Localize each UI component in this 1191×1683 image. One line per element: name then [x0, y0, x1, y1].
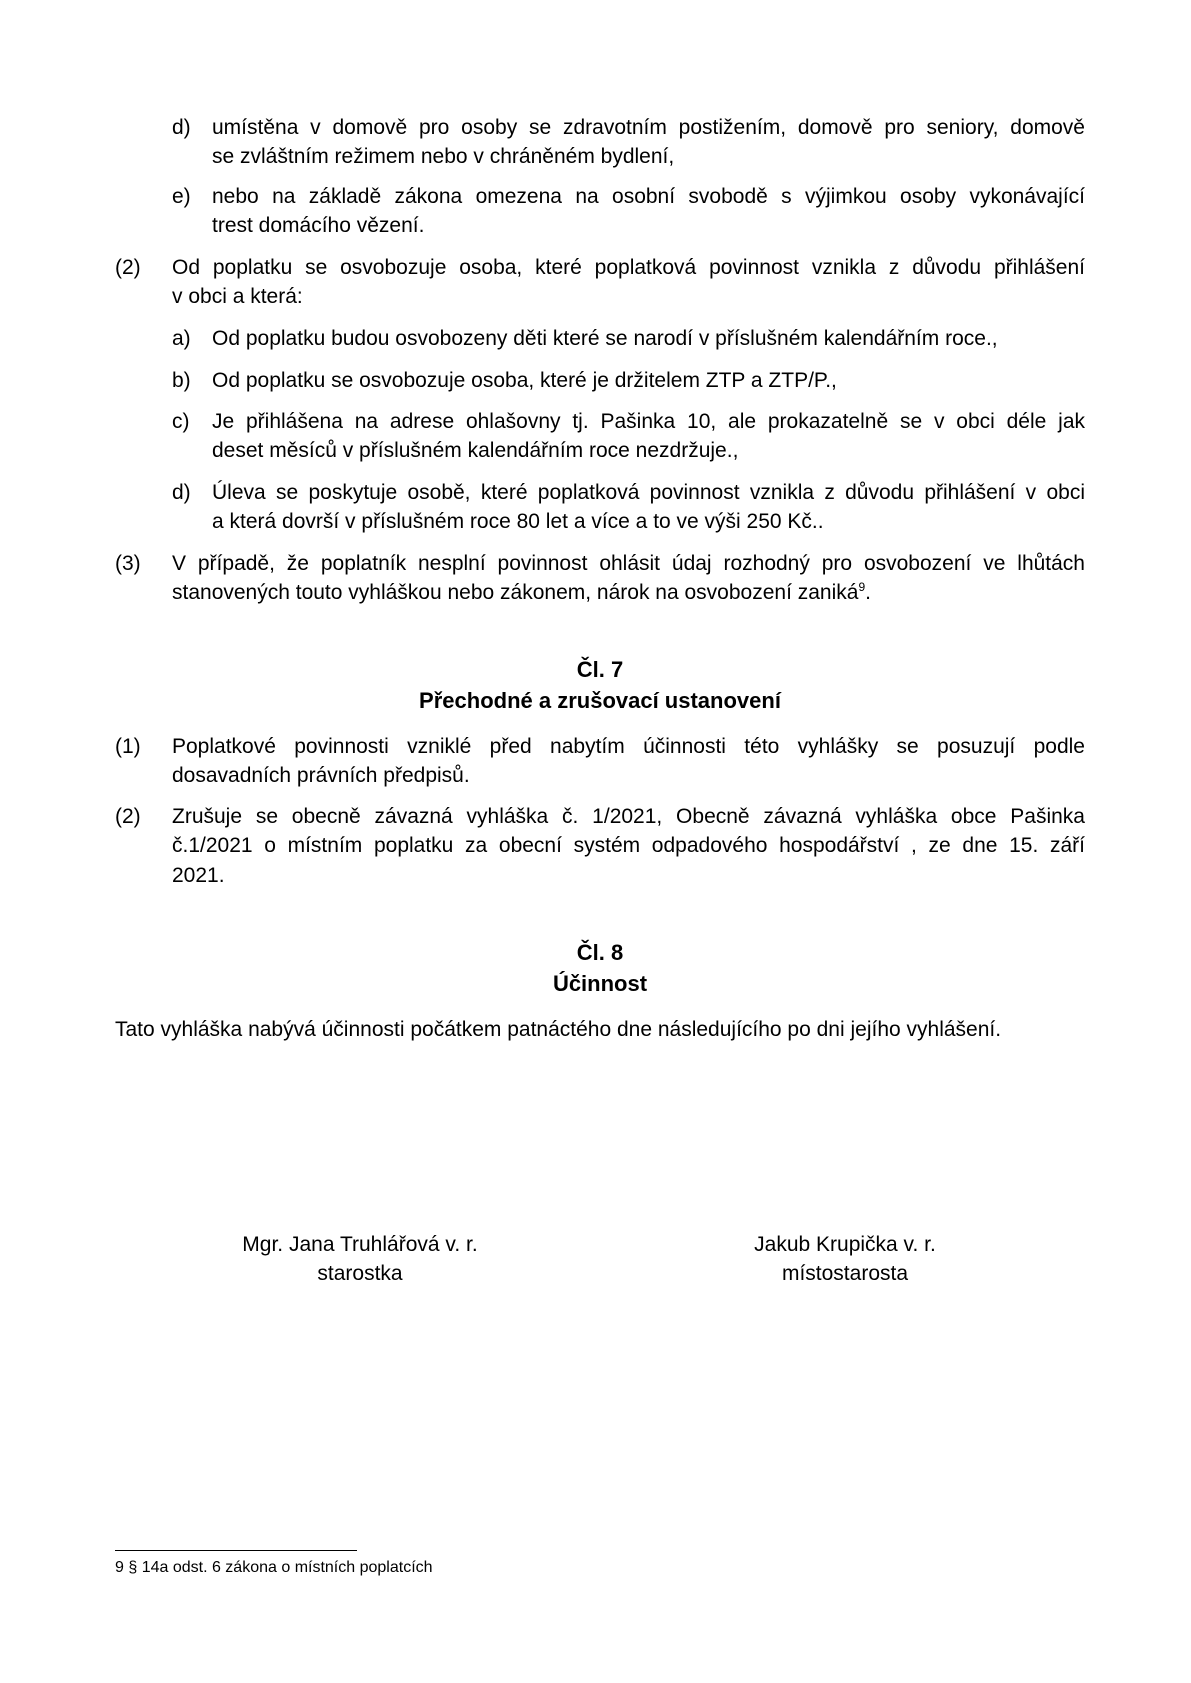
article8-title: Účinnost — [552, 971, 648, 996]
para3-line2-text: stanovených touto vyhláškou nebo zákonem, nárok na osvobození zaniká — [172, 581, 859, 604]
footnote-separator — [115, 1550, 357, 1551]
item-d2-line1: Úleva se poskytuje osobě, které poplatková povinnost vznikla z důvodu přihlášení v obci — [212, 481, 1085, 504]
article7-number: Čl. 7 — [576, 657, 624, 682]
item-d-line2: se zvláštním režimem nebo v chráněném bydlení, — [212, 145, 675, 168]
para-label-2: (2) — [115, 256, 141, 279]
para3-line1: V případě, že poplatník nesplní povinnost ohlásit údaj rozhodný pro osvobození ve lhůtách — [172, 552, 1085, 575]
art7-p1-line1: Poplatkové povinnosti vzniklé před nabytím účinnosti této vyhlášky se posuzují podle — [172, 735, 1085, 758]
para3-line2 — [172, 581, 871, 605]
footnote-text: 9 § 14a odst. 6 zákona o místních poplatcích — [115, 1559, 433, 1576]
item-label-b: b) — [172, 369, 191, 392]
item-d-line1: umístěna v domově pro osoby se zdravotním postižením, domově pro seniory, domově — [212, 116, 1085, 139]
item-label-d: d) — [172, 116, 191, 139]
item-e-line1: nebo na základě zákona omezena na osobní svobodě s výjimkou osoby vykonávající — [212, 185, 1085, 208]
art7-p2-line2: č.1/2021 o místním poplatku za obecní systém odpadového hospodářství , ze dne 15. září — [172, 834, 1085, 857]
item-e-line2: trest domácího vězení. — [212, 214, 425, 237]
para2-line1: Od poplatku se osvobozuje osoba, které poplatková povinnost vznikla z důvodu přihlášení — [172, 256, 1085, 279]
para2-line2: v obci a která: — [172, 285, 303, 308]
signature-name-1: Mgr. Jana Truhlářová v. r. — [242, 1233, 478, 1256]
item-label-d2: d) — [172, 481, 191, 504]
item-label-e: e) — [172, 185, 191, 208]
signature-name-2: Jakub Krupička v. r. — [754, 1233, 936, 1256]
item-d2-line2: a která dovrší v příslušném roce 80 let a více a to ve výši 250 Kč.. — [212, 510, 824, 533]
article8-number: Čl. 8 — [576, 940, 624, 965]
para3-line2-end: . — [865, 581, 871, 604]
para-label-3: (3) — [115, 552, 141, 575]
item-c-line1: Je přihlášena na adrese ohlašovny tj. Pašinka 10, ale prokazatelně se v obci déle jak — [212, 410, 1085, 433]
article8-text: Tato vyhláška nabývá účinnosti počátkem patnáctého dne následujícího po dni jejího vyhlášení. — [115, 1018, 1002, 1041]
item-label-c: c) — [172, 410, 190, 433]
footnote-ref: 9 — [858, 580, 866, 594]
art7-p1-line2: dosavadních právních předpisů. — [172, 764, 470, 787]
art7-label-2: (2) — [115, 805, 141, 828]
item-b-line1: Od poplatku se osvobozuje osoba, které je držitelem ZTP a ZTP/P., — [212, 369, 837, 392]
item-a-line1: Od poplatku budou osvobozeny děti které se narodí v příslušném kalendářním roce., — [212, 327, 998, 350]
article7-title: Přechodné a zrušovací ustanovení — [419, 688, 781, 713]
signature-role-2: místostarosta — [781, 1262, 909, 1285]
art7-label-1: (1) — [115, 735, 141, 758]
art7-p2-line3: 2021. — [172, 864, 225, 887]
art7-p2-line1: Zrušuje se obecně závazná vyhláška č. 1/2021, Obecně závazná vyhláška obce Pašinka — [172, 805, 1085, 828]
signature-role-1: starostka — [317, 1262, 403, 1285]
item-c-line2: deset měsíců v příslušném kalendářním roce nezdržuje., — [212, 439, 739, 462]
item-label-a: a) — [172, 327, 191, 350]
